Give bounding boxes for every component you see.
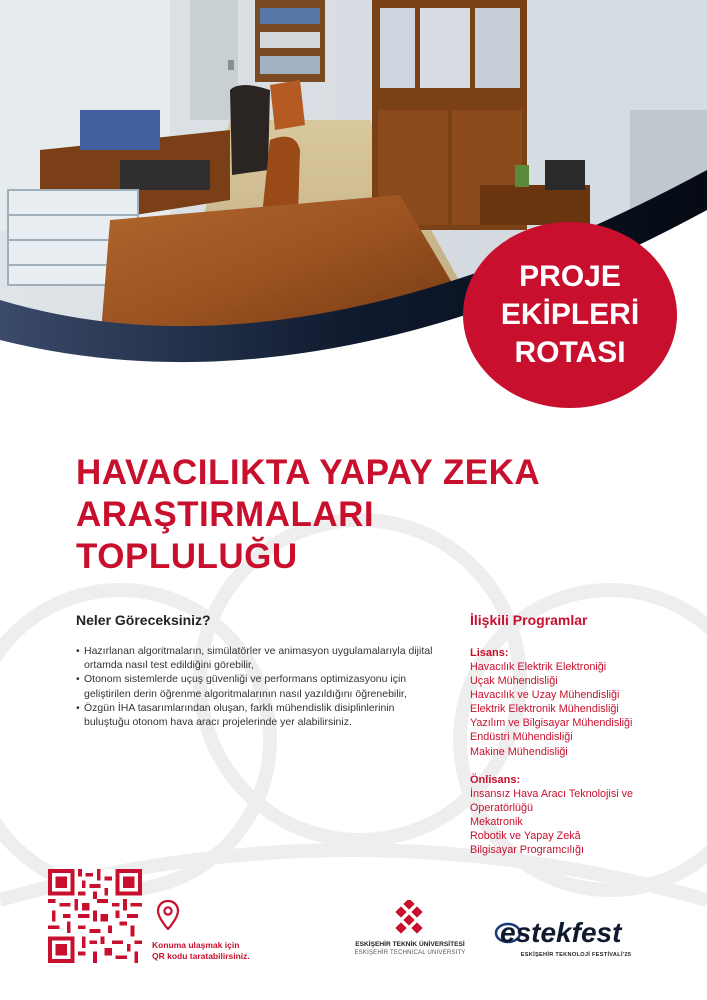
festival-logo-text: estekfest bbox=[500, 917, 622, 948]
qr-instruction bbox=[152, 940, 282, 962]
program-item: Operatörlüğü bbox=[470, 801, 534, 814]
related-programs-heading: İlişkili Programlar bbox=[470, 612, 588, 628]
onlisans-label: Önlisans: bbox=[470, 773, 521, 786]
university-logo-icon bbox=[390, 900, 428, 936]
qr-note-line-1: Konuma ulaşmak için bbox=[152, 940, 240, 950]
university-name: ESKİŞEHİR TEKNİK ÜNİVERSİTESİ bbox=[355, 941, 465, 948]
title-line-1: HAVACILIKTA YAPAY ZEKA bbox=[76, 453, 541, 492]
badge-line-1: PROJE bbox=[519, 260, 621, 293]
what-you-will-see-list bbox=[76, 644, 436, 729]
lisans-label: Lisans: bbox=[470, 647, 509, 659]
page-title bbox=[76, 452, 676, 578]
location-pin-icon bbox=[157, 900, 179, 930]
program-item: Uçak Mühendisliği bbox=[470, 675, 558, 688]
location-qr-code[interactable] bbox=[48, 869, 142, 963]
festival-subtitle: ESKİŞEHİR TEKNOLOJİ FESTİVALİ'25 bbox=[520, 952, 632, 958]
program-item: Mekatronik bbox=[470, 815, 523, 828]
list-item: • Özgün İHA tasarımlarından oluşan, farklı mühendislik disiplinlerinin buluştuğu otonom hava aracı projelerinde yer alabilirsiniz. bbox=[76, 701, 436, 729]
what-you-will-see-section bbox=[76, 612, 436, 729]
program-item: Yazılım ve Bilgisayar Mühendisliği bbox=[470, 717, 633, 730]
program-item: Makine Mühendisliği bbox=[470, 745, 568, 758]
qr-note-line-2: QR kodu taratabilirsiniz. bbox=[152, 951, 250, 961]
festival-logo bbox=[494, 915, 654, 949]
program-item: Havacılık ve Uzay Mühendisliği bbox=[470, 689, 620, 702]
program-item: Endüstri Mühendisliği bbox=[470, 731, 573, 744]
program-item: Robotik ve Yapay Zekâ bbox=[470, 829, 581, 842]
program-item: Havacılık Elektrik Elektroniği bbox=[470, 661, 607, 673]
program-item: Bilgisayar Programcılığı bbox=[470, 844, 585, 857]
program-item: Elektrik Elektronik Mühendisliği bbox=[470, 703, 619, 716]
badge-line-3: ROTASI bbox=[514, 336, 626, 369]
list-item: • Otonom sistemlerde uçuş güvenliği ve performans optimizasyonu için geliştirilen derin öğrenme algoritmalarının nasıl yazıldığını öğrenebilir, bbox=[76, 672, 436, 700]
badge-line-2: EKİPLERİ bbox=[500, 298, 640, 331]
program-item: İnsansız Hava Aracı Teknolojisi ve bbox=[470, 787, 634, 800]
title-line-3: TOPLULUĞU bbox=[76, 537, 298, 576]
university-name-en: ESKİŞEHİR TECHNICAL UNIVERSITY bbox=[354, 950, 466, 956]
title-line-2: ARAŞTIRMALARI bbox=[76, 495, 375, 534]
what-you-will-see-heading: Neler Göreceksiniz? bbox=[76, 612, 211, 628]
related-programs-section bbox=[470, 612, 690, 857]
list-item: • Hazırlanan algoritmaların, simülatörler ve animasyon uygulamalarıyla dijital ortamda nasıl test edildiğini görebilir, bbox=[76, 644, 436, 672]
project-teams-badge bbox=[463, 222, 677, 408]
